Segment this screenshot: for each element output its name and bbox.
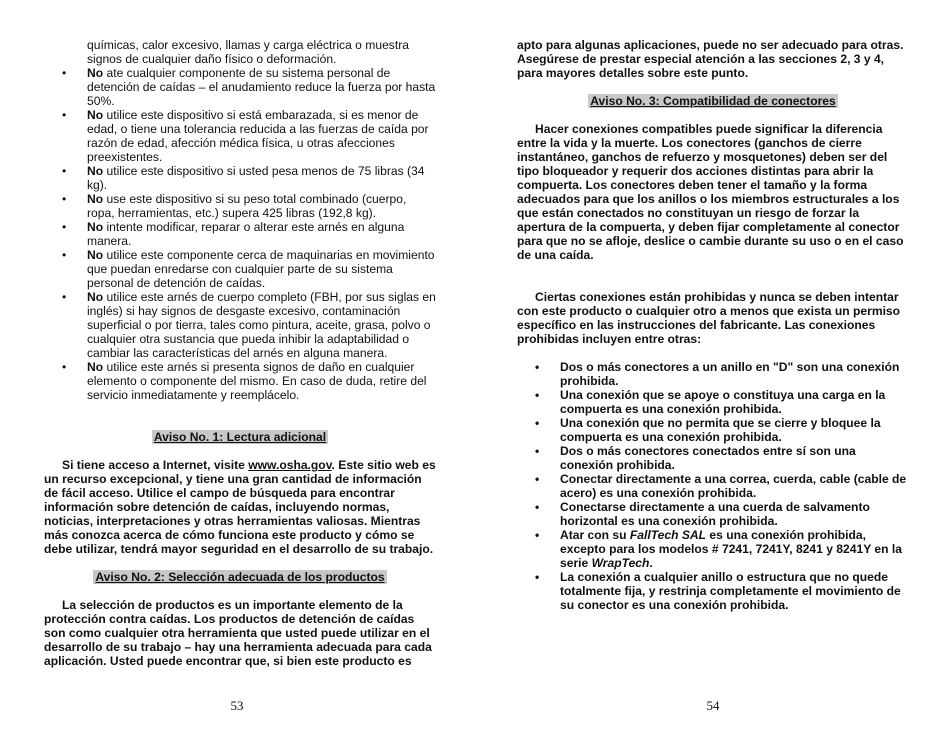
left-column [44,38,436,668]
bullet-icon: • [62,164,67,178]
list-item: • Una conexión que se apoye o constituya una carga en la compuerta es una conexión prohibida. [535,388,886,416]
bullet-icon: • [62,360,67,374]
list-item: • No utilice este componente cerca de maquinarias en movimiento que puedan enredarse con cualquier parte de su sistema personal de detención de caídas. [62,248,435,290]
aviso-1-body: Si tiene acceso a Internet, visite www.osha.gov. Este sitio web es un recurso excepcional, y tiene una gran cantidad de información de fácil acceso. Utilice el campo de búsqueda para encontrar información sobre detención de caídas, incluyendo normas, noticias, interpretaciones y otras herramientas valiosas. Mientras más conozca acerca de cómo funciona este producto y cómo se debe utilizar, tendrá mayor seguridad en el desarrollo de su trabajo. [44,458,436,556]
bullet-icon: • [62,220,67,234]
bullet-icon: • [535,528,540,542]
page-number: 54 [706,698,720,713]
bullet-icon: • [535,360,540,374]
bullet-icon: • [535,500,540,514]
bullet-icon: • [62,192,67,206]
aviso-3-paragraph-1: Hacer conexiones compatibles puede significar la diferencia entre la vida y la muerte. Los conectores (ganchos de cierre instantáneo, ganchos de refuerzo y mosquetones) deben ser del tipo bloqueador y requerir dos acciones distintas para abrir la compuerta. Los conectores deben tener el tamaño y la forma adecuados para que los anillos o los miembros estructurales a los que están conectados no constituyan un riesgo de forzar la apertura de la compuerta, y deben fijar completamente al conector para que no se afloje, deslice o cambie durante su uso o en el caso de una caída. [517,122,904,262]
list-item: • Atar con su FallTech SAL es una conexión prohibida, excepto para los modelos # 7241, 7241Y, 8241 y 8241Y en la serie WrapTech. [535,528,902,570]
bullet-icon: • [62,248,67,262]
list-item: • La conexión a cualquier anillo o estructura que no quede totalmente fija, y restrinja completamente el movimiento de su conector es una conexión prohibida. [535,570,901,612]
list-item: • Conectarse directamente a una cuerda de salvamento horizontal es una conexión prohibida. [535,500,870,528]
list-item: • No utilice este dispositivo si usted pesa menos de 75 libras (34 kg). [62,164,425,192]
bullet-icon: • [62,290,67,304]
warning-list [44,66,436,402]
list-item: • No utilice este dispositivo si está embarazada, si es menor de edad, o tiene una tolerancia reducida a las fuerzas de caída por razón de edad, afección médica física, u otras afecciones preexistentes. [62,108,429,164]
page-number: 53 [230,698,244,713]
aviso-1-heading: Aviso No. 1: Lectura adicional [153,430,327,444]
aviso-2-heading: Aviso No. 2: Selección adecuada de los productos [95,570,385,584]
list-item: • No utilice este arnés si presenta signos de daño en cualquier elemento o componente del mismo. En caso de duda, retire del servicio inmediatamente y reemplácelo. [62,360,427,402]
bullet-icon: • [62,66,67,80]
aviso-2-body: La selección de productos es un importante elemento de la protección contra caídas. Los productos de detención de caídas son como cualquier otra herramienta que usted puede utilizar en el desarrollo de su trabajo – hay una herramienta adecuada para cada aplicación. Usted puede encontrar que, si bien este producto es [44,598,432,668]
bullet-icon: • [535,416,540,430]
list-item: • Dos o más conectores conectados entre sí son una conexión prohibida. [535,444,856,472]
osha-link[interactable]: www.osha.gov [248,458,332,472]
continuation-text: químicas, calor excesivo, llamas y carga eléctrica o muestra signos de cualquier daño físico o deformación. [87,38,409,66]
falltech-brand: FallTech SAL [629,528,707,542]
list-item: • No intente modificar, reparar o alterar este arnés en alguna manera. [62,220,405,248]
aviso-3-paragraph-2: Ciertas conexiones están prohibidas y nunca se deben intentar con este producto o cualquier otro a menos que exista un permiso específico en las instrucciones del fabricante. Las conexiones prohibidas incluyen entre otras: [517,290,901,346]
right-page [475,0,950,731]
wraptech-brand: WrapTech [591,556,650,570]
bullet-icon: • [535,444,540,458]
right-column [517,38,909,612]
list-item: • No ate cualquier componente de su sistema personal de detención de caídas – el anudamiento reduce la fuerza por hasta 50%. [62,66,436,108]
prohibited-connections-list [517,360,909,612]
list-item: • No use este dispositivo si su peso total combinado (cuerpo, ropa, herramientas, etc.) supera 425 libras (192,8 kg). [62,192,407,220]
bullet-icon: • [535,570,540,584]
bullet-icon: • [62,108,67,122]
bullet-icon: • [535,388,540,402]
continuation-text: apto para algunas aplicaciones, puede no ser adecuado para otras. Asegúrese de prestar especial atención a las secciones 2, 3 y 4, para mayores detalles sobre este punto. [517,38,904,80]
bullet-icon: • [535,472,540,486]
list-item: • Dos o más conectores a un anillo en "D" son una conexión prohibida. [535,360,900,388]
list-item: • Una conexión que no permita que se cierre y bloquee la compuerta es una conexión prohibida. [535,416,881,444]
list-item: • No utilice este arnés de cuerpo completo (FBH, por sus siglas en inglés) si hay signos de desgaste excesivo, contaminación superficial o por tierra, tales como pintura, aceite, grasa, polvo o cualquier otra sustancia que pueda inhibir la adaptabilidad o cambiar las características del arnés en alguna manera. [62,290,436,360]
list-item: • Conectar directamente a una correa, cuerda, cable (cable de acero) es una conexión prohibida. [535,472,907,500]
aviso-3-heading: Aviso No. 3: Compatibilidad de conectores [590,94,836,108]
